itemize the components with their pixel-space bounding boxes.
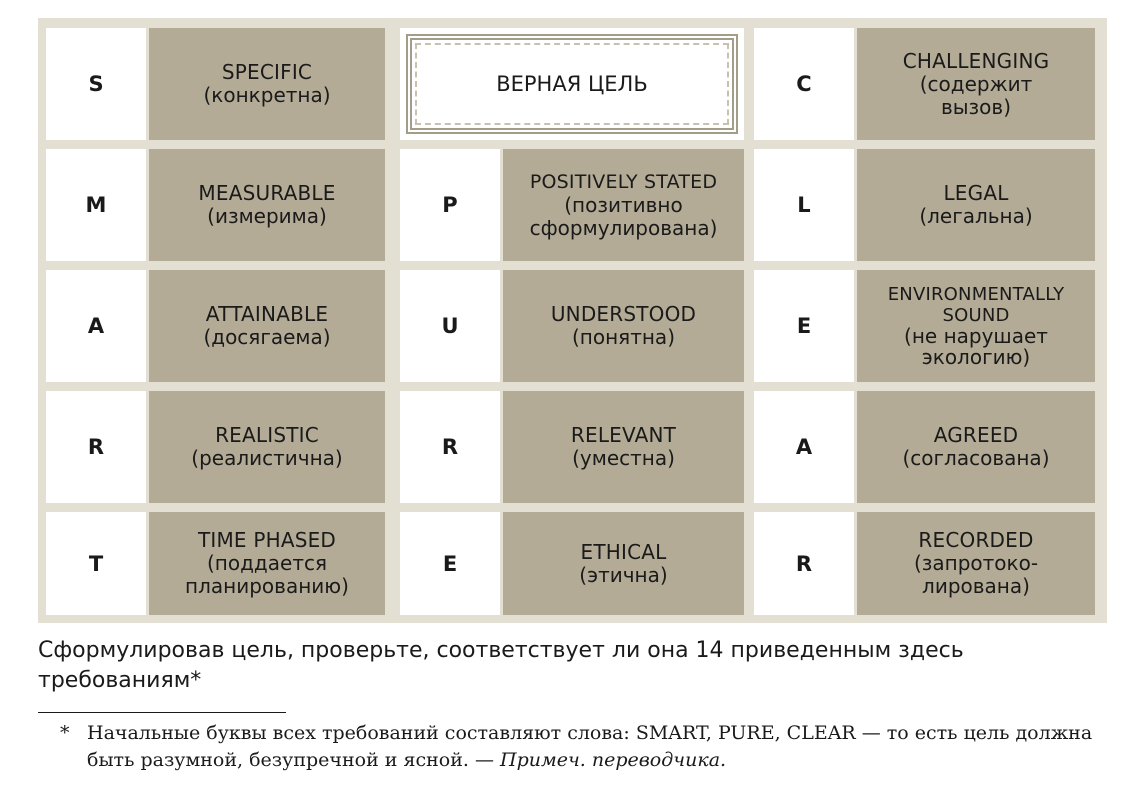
requirement-cell bbox=[503, 149, 744, 261]
requirement-en: SPECIFIC bbox=[221, 60, 313, 84]
requirement-ru: (досягаема) bbox=[203, 325, 331, 349]
requirement-ru: (легальна) bbox=[919, 204, 1033, 228]
letter: A bbox=[87, 314, 105, 338]
letter-cell bbox=[754, 270, 854, 382]
requirement-en: POSITIVELY STATED bbox=[529, 170, 718, 193]
requirement-en: UNDERSTOOD bbox=[550, 302, 697, 326]
requirement-ru: (реалистична) bbox=[191, 446, 343, 470]
table-title: ВЕРНАЯ ЦЕЛЬ bbox=[496, 72, 648, 96]
requirement-en: LEGAL bbox=[943, 181, 1009, 205]
figure-caption: Сформулировав цель, проверьте, соответствует ли она 14 приведенным здесь требованиям* bbox=[38, 638, 964, 693]
letter-cell bbox=[46, 391, 146, 503]
letter-cell bbox=[400, 270, 500, 382]
letter: P bbox=[442, 193, 458, 217]
requirement-cell bbox=[857, 149, 1095, 261]
requirement-ru: (этична) bbox=[579, 562, 668, 587]
letter: M bbox=[85, 193, 107, 217]
letter: E bbox=[796, 314, 812, 338]
letter-cell bbox=[46, 28, 146, 140]
requirement-en: ETHICAL bbox=[580, 539, 667, 564]
letter: T bbox=[88, 551, 104, 576]
requirement-ru: (уместна) bbox=[572, 446, 675, 470]
letter-cell bbox=[400, 391, 500, 503]
requirement-cell bbox=[857, 270, 1095, 382]
letter-cell bbox=[754, 391, 854, 503]
requirement-ru: (конкретна) bbox=[203, 83, 331, 107]
footnote bbox=[60, 720, 1110, 774]
requirement-ru: (согласована) bbox=[902, 446, 1050, 470]
requirement-en: MEASURABLE bbox=[198, 181, 336, 205]
requirement-cell bbox=[149, 270, 385, 382]
title-cell bbox=[400, 28, 744, 140]
footnote-body: Начальные буквы всех требований составляют слова: SMART, PURE, CLEAR — то есть цель должна быть разумной, безупречной и ясной. — bbox=[87, 722, 1093, 771]
requirement-ru: (измерима) bbox=[207, 204, 327, 228]
requirement-en: TIME PHASED bbox=[197, 528, 337, 552]
requirement-ru: (поддается планированию) bbox=[185, 551, 349, 598]
letter-cell bbox=[400, 149, 500, 261]
letter: U bbox=[441, 314, 459, 338]
requirement-cell bbox=[857, 512, 1095, 615]
requirement-cell bbox=[503, 270, 744, 382]
letter: E bbox=[442, 551, 458, 576]
requirements-table bbox=[38, 18, 1107, 623]
letter: L bbox=[797, 193, 811, 217]
requirement-en: RECORDED bbox=[918, 528, 1034, 552]
requirement-ru: (не нарушает экологию) bbox=[904, 324, 1048, 369]
requirement-en: ENVIRONMENTALLY SOUND bbox=[887, 284, 1065, 326]
requirement-cell bbox=[503, 512, 744, 615]
requirement-en: RELEVANT bbox=[570, 423, 677, 447]
letter-cell bbox=[46, 512, 146, 615]
requirement-en: REALISTIC bbox=[215, 423, 319, 447]
requirement-en: CHALLENGING bbox=[902, 48, 1050, 73]
letter-cell bbox=[46, 149, 146, 261]
letter: S bbox=[88, 72, 104, 96]
letter-cell bbox=[754, 28, 854, 140]
requirement-ru: (позитивно сформулирована) bbox=[529, 192, 718, 240]
letter: R bbox=[795, 551, 813, 576]
letter: C bbox=[796, 72, 812, 96]
requirement-cell bbox=[149, 28, 385, 140]
footnote-text bbox=[87, 720, 1110, 774]
requirement-ru: (содержит вызов) bbox=[919, 71, 1033, 119]
footnote-marker: * bbox=[60, 722, 70, 744]
letter-cell bbox=[754, 512, 854, 615]
requirement-en: ATTAINABLE bbox=[205, 302, 329, 326]
requirement-cell bbox=[149, 512, 385, 615]
letter-cell bbox=[46, 270, 146, 382]
letter: R bbox=[87, 435, 105, 459]
requirement-cell bbox=[149, 149, 385, 261]
translator-note: Примеч. переводчика. bbox=[500, 749, 727, 771]
requirement-ru: (запротоко-лирована) bbox=[913, 551, 1039, 598]
title-border bbox=[406, 34, 738, 134]
footnote-divider bbox=[38, 712, 286, 713]
requirement-en: AGREED bbox=[933, 423, 1019, 447]
letter: A bbox=[795, 435, 813, 459]
requirement-cell bbox=[503, 391, 744, 503]
letter: R bbox=[441, 435, 459, 459]
requirement-ru: (понятна) bbox=[571, 325, 675, 349]
requirement-cell bbox=[857, 391, 1095, 503]
letter-cell bbox=[754, 149, 854, 261]
requirement-cell bbox=[857, 28, 1095, 140]
letter-cell bbox=[400, 512, 500, 615]
requirement-cell bbox=[149, 391, 385, 503]
